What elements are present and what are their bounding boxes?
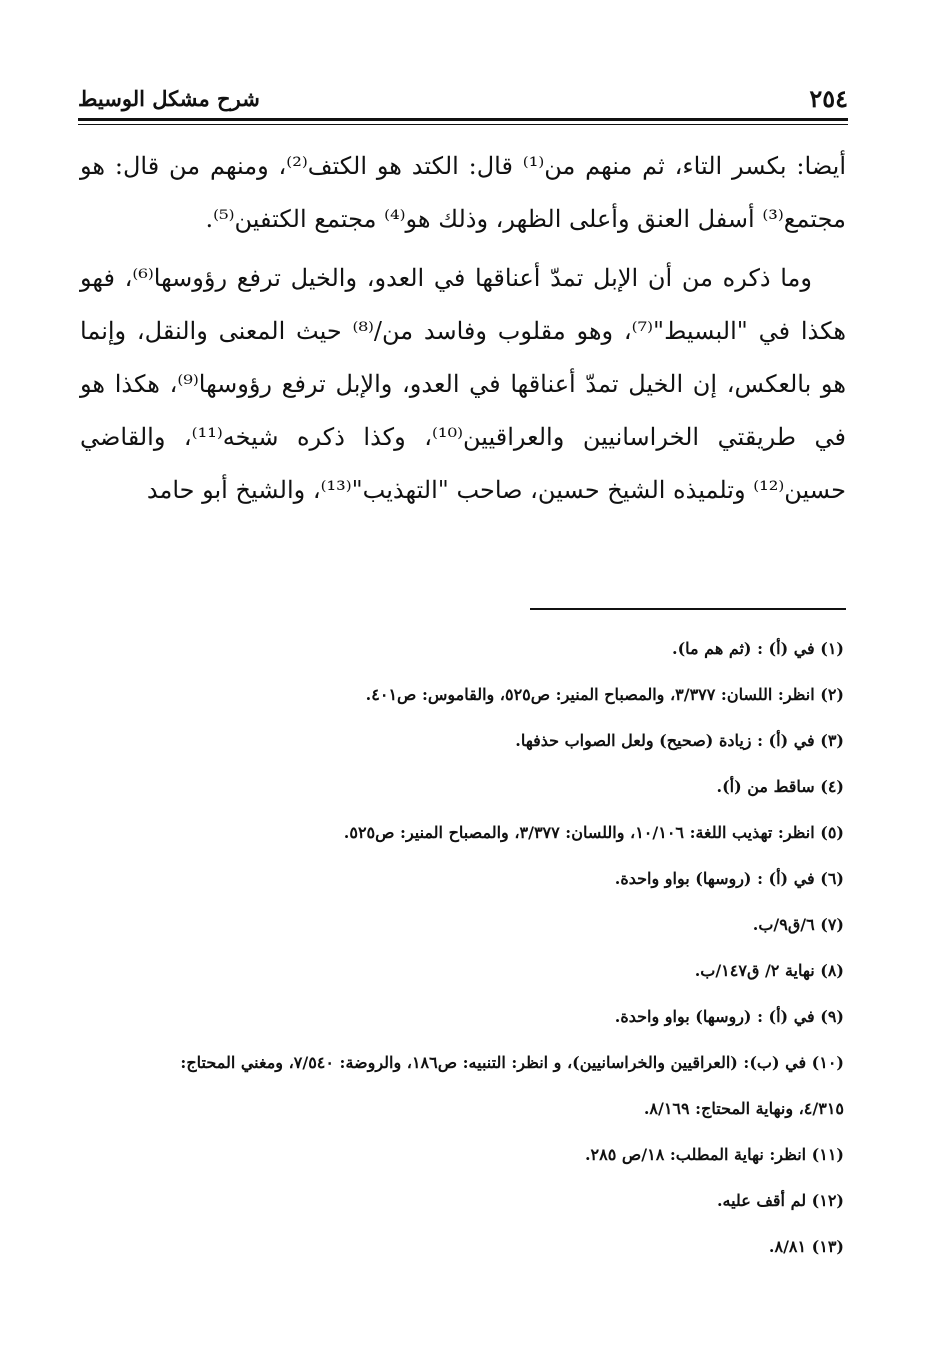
footnote-4: (٤) ساقط من (أ). xyxy=(716,777,844,796)
footnote-8: (٨) نهاية ٢/ ق١٤٧/ب. xyxy=(694,961,844,980)
footnote-separator xyxy=(530,608,846,610)
footnote-10: (١٠) في (ب): (العراقيين والخراسانيين)، و انظر: التنبيه: ص١٨٦، والروضة: ٧/٥٤٠، ومغني المحتاج: ٤/٣١٥، ونهاية المحتاج: ٨/١٦٩. xyxy=(180,1053,844,1118)
footnote-7: (٧) ٦/ق٩/ب. xyxy=(752,915,844,934)
footnote-2: (٢) انظر: اللسان: ٣/٣٧٧، والمصباح المنير: ص٥٢٥، والقاموس: ص٤٠١. xyxy=(365,685,844,704)
paragraph-2: وما ذكره من أن الإبل تمدّ أعناقها في العدو، والخيل ترفع رؤوسها⁽⁶⁾، فهو هكذا في "البسيط"⁽⁷⁾، وهو مقلوب وفاسد من/⁽⁸⁾ حيث المعنى والنقل، وإنما هو بالعكس، إن الخيل تمدّ أعناقها في العدو، والإبل ترفع رؤوسها⁽⁹⁾، هكذا هو في طريقتي الخراسانيين والعراقيين⁽¹⁰⁾، وكذا ذكره شيخه⁽¹¹⁾، والقاضي حسين⁽¹²⁾ وتلميذه الشيخ حسين، صاحب "التهذيب"⁽¹³⁾، والشيخ أبو حامد xyxy=(80,264,847,504)
footnote-5: (٥) انظر: تهذيب اللغة: ١٠/١٠٦، واللسان: ٣/٣٧٧، والمصباح المنير: ص٥٢٥. xyxy=(343,823,844,842)
footnote-12: (١٢) لم أقف عليه. xyxy=(716,1191,844,1210)
footnote-3: (٣) في (أ) : زيادة (صحيح) ولعل الصواب حذفها. xyxy=(515,731,844,750)
footnote-9: (٩) في (أ) : (روسها) بواو واحدة. xyxy=(614,1007,844,1026)
footnote-1: (١) في (أ) : (ثم هم ما). xyxy=(672,639,844,658)
footnote-13: (١٣) ٨/٨١. xyxy=(768,1237,844,1256)
page-number: ٢٥٤ xyxy=(809,84,848,113)
header-rule-thin xyxy=(78,124,848,125)
footnote-6: (٦) في (أ) : (روسها) بواو واحدة. xyxy=(614,869,844,888)
header-rule-thick xyxy=(78,118,848,121)
main-text xyxy=(80,140,846,517)
footnote-11: (١١) انظر: نهاية المطلب: ١٨/ص ٢٨٥. xyxy=(584,1145,844,1164)
footnotes xyxy=(150,626,844,1270)
book-title: شرح مشكل الوسيط xyxy=(78,86,260,111)
paragraph-1: أيضا: بكسر التاء، ثم منهم من⁽¹⁾ قال: الكتد هو الكتف⁽²⁾، ومنهم من قال: هو مجتمع⁽³⁾ أسفل العنق وأعلى الظهر، وذلك هو⁽⁴⁾ مجتمع الكتفين⁽⁵⁾. xyxy=(80,152,846,233)
